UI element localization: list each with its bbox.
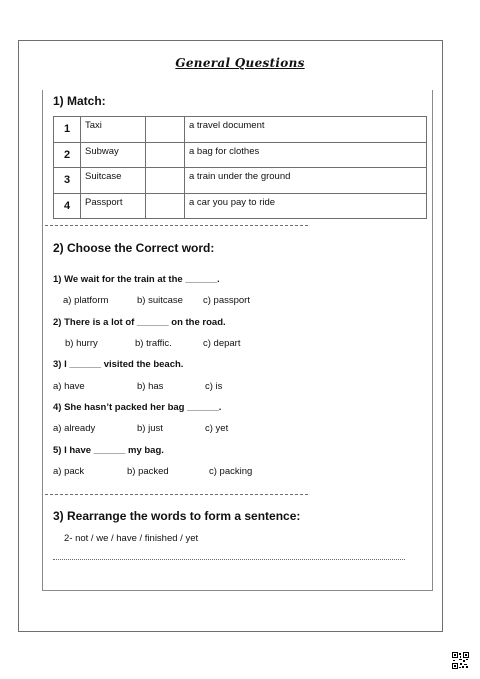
table-row [54, 193, 427, 219]
page-title: General Questions [175, 56, 305, 70]
option[interactable]: b) suitcase [137, 295, 183, 306]
question-1: 1) We wait for the train at the ______. [53, 274, 220, 285]
section-divider [45, 494, 308, 495]
answer-blank[interactable] [146, 168, 185, 194]
option[interactable]: c) passport [203, 295, 250, 306]
definition: a car you pay to ride [185, 193, 427, 219]
option[interactable]: b) hurry [65, 338, 98, 349]
match-table [53, 116, 427, 219]
option[interactable]: b) has [137, 381, 164, 392]
option[interactable]: b) traffic. [135, 338, 172, 349]
table-row [54, 168, 427, 194]
option[interactable]: c) yet [205, 423, 229, 434]
choose-heading: 2) Choose the Correct word: [53, 241, 215, 255]
answer-blank[interactable] [146, 193, 185, 219]
option[interactable]: a) platform [63, 295, 109, 306]
answer-blank[interactable] [146, 142, 185, 168]
question-4: 4) She hasn’t packed her bag ______. [53, 402, 222, 413]
table-row [54, 142, 427, 168]
definition: a travel document [185, 117, 427, 143]
question-3: 3) I ______ visited the beach. [53, 359, 184, 370]
option[interactable]: c) depart [203, 338, 241, 349]
match-heading: 1) Match: [53, 94, 106, 108]
option[interactable]: a) already [53, 423, 96, 434]
vocab-word: Passport [81, 193, 146, 219]
vocab-word: Taxi [81, 117, 146, 143]
question-5: 5) I have ______ my bag. [53, 445, 164, 456]
definition: a bag for clothes [185, 142, 427, 168]
answer-blank[interactable] [146, 117, 185, 143]
qr-code-icon [452, 652, 469, 669]
definition: a train under the ground [185, 168, 427, 194]
option[interactable]: c) packing [209, 466, 253, 477]
answer-line[interactable] [53, 559, 405, 560]
rearrange-heading: 3) Rearrange the words to form a sentence: [53, 509, 301, 523]
option[interactable]: b) just [137, 423, 163, 434]
row-number: 1 [54, 117, 81, 143]
option[interactable]: a) have [53, 381, 85, 392]
question-2: 2) There is a lot of ______ on the road. [53, 317, 226, 328]
row-number: 2 [54, 142, 81, 168]
table-row [54, 117, 427, 143]
scrambled-sentence: 2- not / we / have / finished / yet [64, 533, 199, 544]
vocab-word: Suitcase [81, 168, 146, 194]
option[interactable]: b) packed [127, 466, 169, 477]
option[interactable]: a) pack [53, 466, 85, 477]
row-number: 4 [54, 193, 81, 219]
vocab-word: Subway [81, 142, 146, 168]
option[interactable]: c) is [205, 381, 223, 392]
row-number: 3 [54, 168, 81, 194]
section-divider [45, 225, 308, 226]
